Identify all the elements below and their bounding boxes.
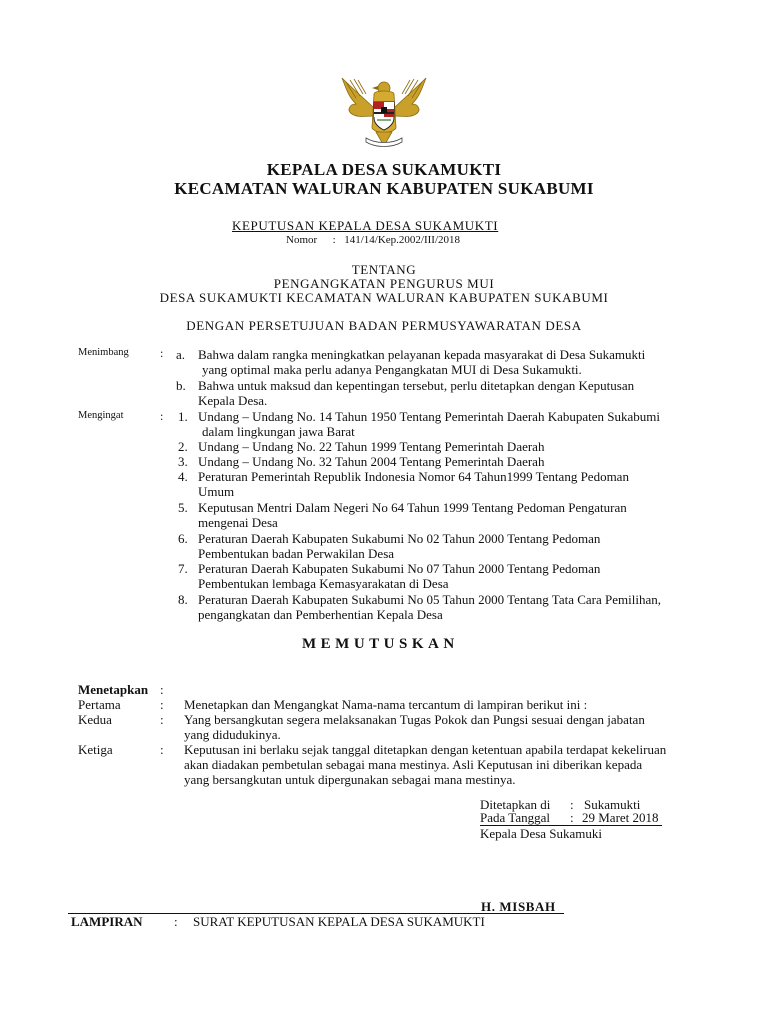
tanggal-label: Pada Tanggal (480, 810, 550, 825)
tanggal-row (480, 810, 662, 826)
decree-title: KEPUTUSAN KEPALA DESA SUKAMUKTI (232, 218, 499, 233)
menimbang-item-a-line2: yang optimal maka perlu adanya Pengangkatan MUI di Desa Sukamukti. (202, 362, 582, 377)
menetapkan-label: Menetapkan (78, 682, 149, 697)
menimbang-label: Menimbang (78, 347, 129, 358)
lampiran-separator: : (174, 914, 178, 929)
ketiga-text-line3: yang bersangkutan untuk dipergunakan sebagai mana mestinya. (184, 772, 516, 787)
mengingat-label: Mengingat (78, 410, 124, 421)
tanggal-separator: : (570, 810, 574, 825)
mengingat-item-6-line2: Pembentukan badan Perwakilan Desa (198, 546, 395, 561)
pertama-label: Pertama (78, 697, 121, 712)
menimbang-separator: : (160, 346, 164, 360)
subject-line1: PENGANGKATAN PENGURUS MUI (273, 276, 495, 291)
pertama-text-line1: Menetapkan dan Mengangkat Nama-nama tercantum di lampiran berikut ini : (184, 697, 588, 712)
kedua-separator: : (160, 712, 164, 727)
kedua-text-line2: yang didudukinya. (184, 727, 281, 742)
mengingat-item-3-line1: Undang – Undang No. 32 Tahun 2004 Tentang Pemerintah Daerah (198, 454, 545, 469)
nomor-label: Nomor (286, 234, 318, 246)
menimbang-item-b-line2: Kepala Desa. (198, 393, 268, 408)
mengingat-marker-5: 5. (178, 500, 188, 515)
header-title-line2: KECAMATAN WALURAN KABUPATEN SUKABUMI (174, 179, 594, 198)
mengingat-item-5-line1: Keputusan Mentri Dalam Negeri No 64 Tahun 1999 Tentang Pedoman Pengaturan (198, 500, 627, 515)
menetapkan-separator: : (160, 682, 164, 697)
subject-line2: DESA SUKAMUKTI KECAMATAN WALURAN KABUPATEN SUKABUMI (159, 290, 609, 305)
menimbang-item-a-line1: Bahwa dalam rangka meningkatkan pelayanan kepada masyarakat di Desa Sukamukti (198, 347, 646, 362)
signatory-name: H. MISBAH (481, 899, 556, 914)
menimbang-marker-b: b. (176, 378, 186, 393)
mengingat-item-2-line1: Undang – Undang No. 22 Tahun 1999 Tentang Pemerintah Daerah (198, 439, 545, 454)
menimbang-marker-a: a. (176, 347, 186, 362)
mengingat-marker-3: 3. (178, 454, 188, 469)
signatory-position: Kepala Desa Sukamuki (480, 826, 603, 841)
mengingat-separator: : (160, 409, 164, 423)
tanggal-value: 29 Maret 2018 (582, 810, 659, 825)
lampiran-label: LAMPIRAN (71, 914, 143, 929)
header-title-line1: KEPALA DESA SUKAMUKTI (266, 160, 502, 179)
mengingat-item-4-line1: Peraturan Pemerintah Republik Indonesia Nomor 64 Tahun1999 Tentang Pedoman (198, 469, 629, 484)
mengingat-marker-8: 8. (178, 592, 188, 607)
mengingat-item-7-line2: Pembentukan lembaga Kemasyarakatan di Desa (198, 576, 449, 591)
ketiga-text-line1: Keputusan ini berlaku sejak tanggal ditetapkan dengan ketentuan apabila terdapat kekeliruan (184, 742, 667, 757)
mengingat-marker-2: 2. (178, 439, 188, 454)
tentang-heading: TENTANG (351, 262, 417, 277)
mengingat-item-1-line2: dalam lingkungan jawa Barat (202, 424, 355, 439)
ketiga-label: Ketiga (78, 742, 113, 757)
mengingat-marker-1: 1. (178, 409, 188, 424)
ditetapkan-value: Sukamukti (584, 797, 641, 812)
mengingat-marker-4: 4. (178, 469, 188, 484)
menimbang-item-b-line1: Bahwa untuk maksud dan kepentingan tersebut, perlu ditetapkan dengan Keputusan (198, 378, 635, 393)
lampiran-value: SURAT KEPUTUSAN KEPALA DESA SUKAMUKTI (193, 914, 485, 929)
ketiga-separator: : (160, 742, 164, 757)
kedua-label: Kedua (78, 712, 112, 727)
nomor-row (286, 234, 460, 246)
ditetapkan-separator: : (570, 797, 574, 812)
pertama-separator: : (160, 697, 164, 712)
mengingat-item-5-line2: mengenai Desa (198, 515, 278, 530)
garuda-emblem-icon (336, 70, 432, 154)
mengingat-item-4-line2: Umum (198, 484, 235, 499)
mengingat-marker-7: 7. (178, 561, 188, 576)
mengingat-item-8-line1: Peraturan Daerah Kabupaten Sukabumi No 05 Tahun 2000 Tentang Tata Cara Pemilihan, (198, 592, 661, 607)
nomor-separator: : (332, 234, 336, 246)
mengingat-item-7-line1: Peraturan Daerah Kabupaten Sukabumi No 07 Tahun 2000 Tentang Pedoman (198, 561, 601, 576)
nomor-value: 141/14/Kep.2002/III/2018 (344, 234, 461, 246)
ketiga-text-line2: akan diadakan pembetulan sebagai mana mestinya. Asli Keputusan ini diberikan kepada (184, 757, 643, 772)
kedua-text-line1: Yang bersangkutan segera melaksanakan Tugas Pokok dan Pungsi sesuai dengan jabatan (184, 712, 645, 727)
mengingat-item-8-line2: pengangkatan dan Pemberhentian Kepala Desa (198, 607, 443, 622)
ditetapkan-label: Ditetapkan di (480, 797, 551, 812)
mengingat-marker-6: 6. (178, 531, 188, 546)
approval-heading: DENGAN PERSETUJUAN BADAN PERMUSYAWARATAN DESA (186, 318, 582, 333)
memutuskan-heading: MEMUTUSKAN (302, 636, 459, 652)
mengingat-item-1-line1: Undang – Undang No. 14 Tahun 1950 Tentang Pemerintah Daerah Kabupaten Sukabumi (198, 409, 660, 424)
mengingat-item-6-line1: Peraturan Daerah Kabupaten Sukabumi No 02 Tahun 2000 Tentang Pedoman (198, 531, 601, 546)
